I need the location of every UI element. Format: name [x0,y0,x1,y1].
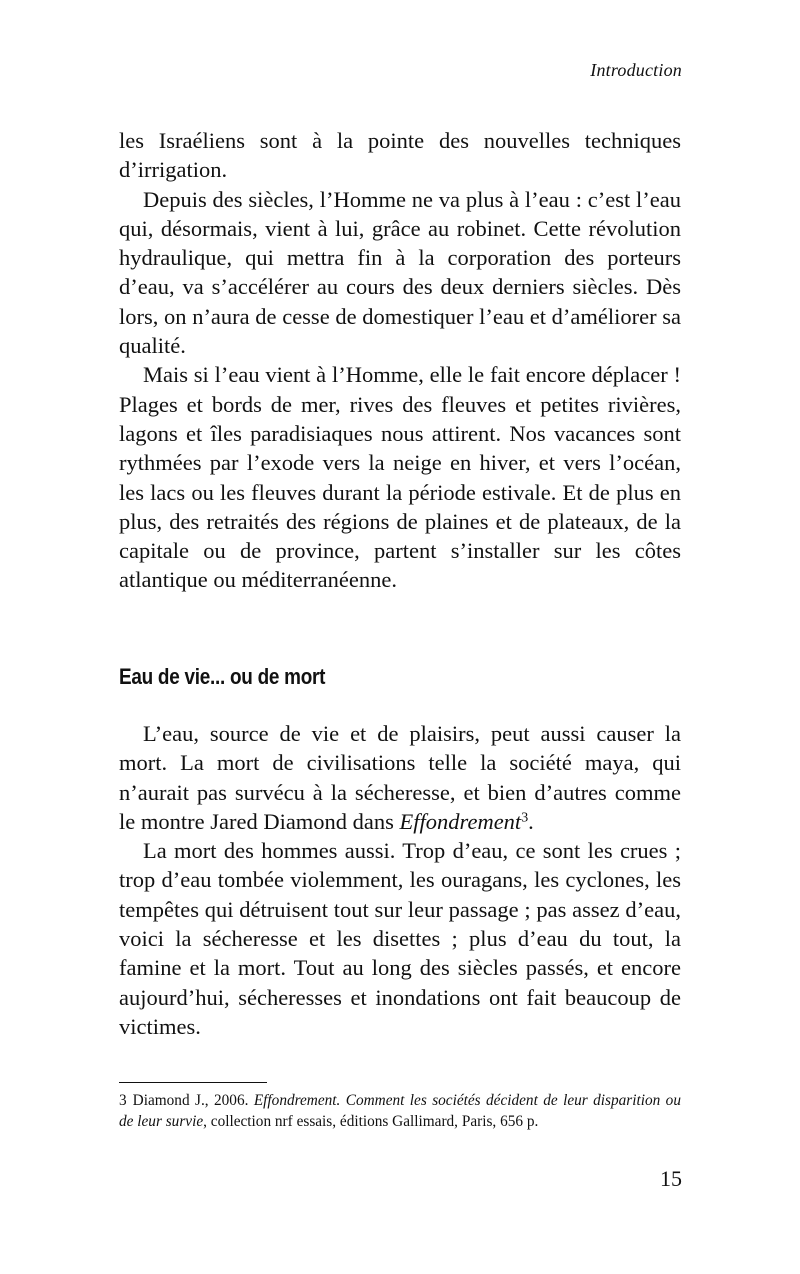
paragraph-civilisations-text: L’eau, source de vie et de plaisirs, peut aussi causer la mort. La mort de civilisations telle la société maya, qui n’aurait pas survécu à la sécheresse, et bien d’autres comme le montre Jared Diamond dans [119,721,681,834]
paragraph-mort-des-hommes: La mort des hommes aussi. Trop d’eau, ce sont les crues ; trop d’eau tombée violemment, les ouragans, les cyclones, les tempêtes qui détruisent tout sur leur passage ; pas assez d’eau, voici la sécheresse et les disettes ; plus d’eau du tout, la famine et la mort. Tout au long des siècles passés, et encore aujourd’hui, sécheresses et inondations ont fait beaucoup de victimes. [119,838,681,1039]
paragraph-vacances: Mais si l’eau vient à l’Homme, elle le fait encore déplacer ! Plages et bords de mer, rives des fleuves et petites rivières, lagons et îles paradisiaques nous attirent. Nos vacances sont rythmées par l’exode vers la neige en hiver, et vers l’océan, les lacs ou les fleuves durant la période estivale. Et de plus en plus, des retraités des régions de plaines et de plateaux, de la capitale ou de province, partent s’installer sur les côtes atlantique ou méditerranéenne. [119,362,681,593]
running-header: Introduction [590,60,682,80]
footnote-number: 3 [119,1092,127,1109]
paragraph-irrigation: les Israéliens sont à la pointe des nouvelles techniques d’irrigation. [119,128,681,183]
text-block-top [119,126,681,595]
footnote-publication: , collection nrf essais, éditions Gallimard, Paris, 656 p. [203,1113,539,1130]
paragraph-civilisations [119,719,681,836]
footnote [119,1090,681,1132]
paragraph-civilisations-end: . [528,808,534,834]
footnote-title: Effondrement. Comment les sociétés décident de leur disparition ou de leur survie [119,1092,681,1130]
book-title: Effondrement [399,808,522,834]
paragraph-robinet: Depuis des siècles, l’Homme ne va plus à l’eau : c’est l’eau qui, désormais, vient à lui, grâce au robinet. Cette révolution hydraulique, qui mettra fin à la corporation des porteurs d’eau, va s’accélérer au cours des deux derniers siècles. Dès lors, on n’aura de cesse de domestiquer l’eau et d’améliorer sa qualité. [119,186,681,359]
section-heading: Eau de vie... ou de mort [119,664,326,689]
text-block-bottom [119,719,681,1041]
footnote-divider [119,1082,267,1083]
page-number: 15 [660,1166,682,1191]
footnote-reference[interactable]: 3 [521,810,529,826]
footnote-author: Diamond J., 2006. [132,1092,254,1109]
